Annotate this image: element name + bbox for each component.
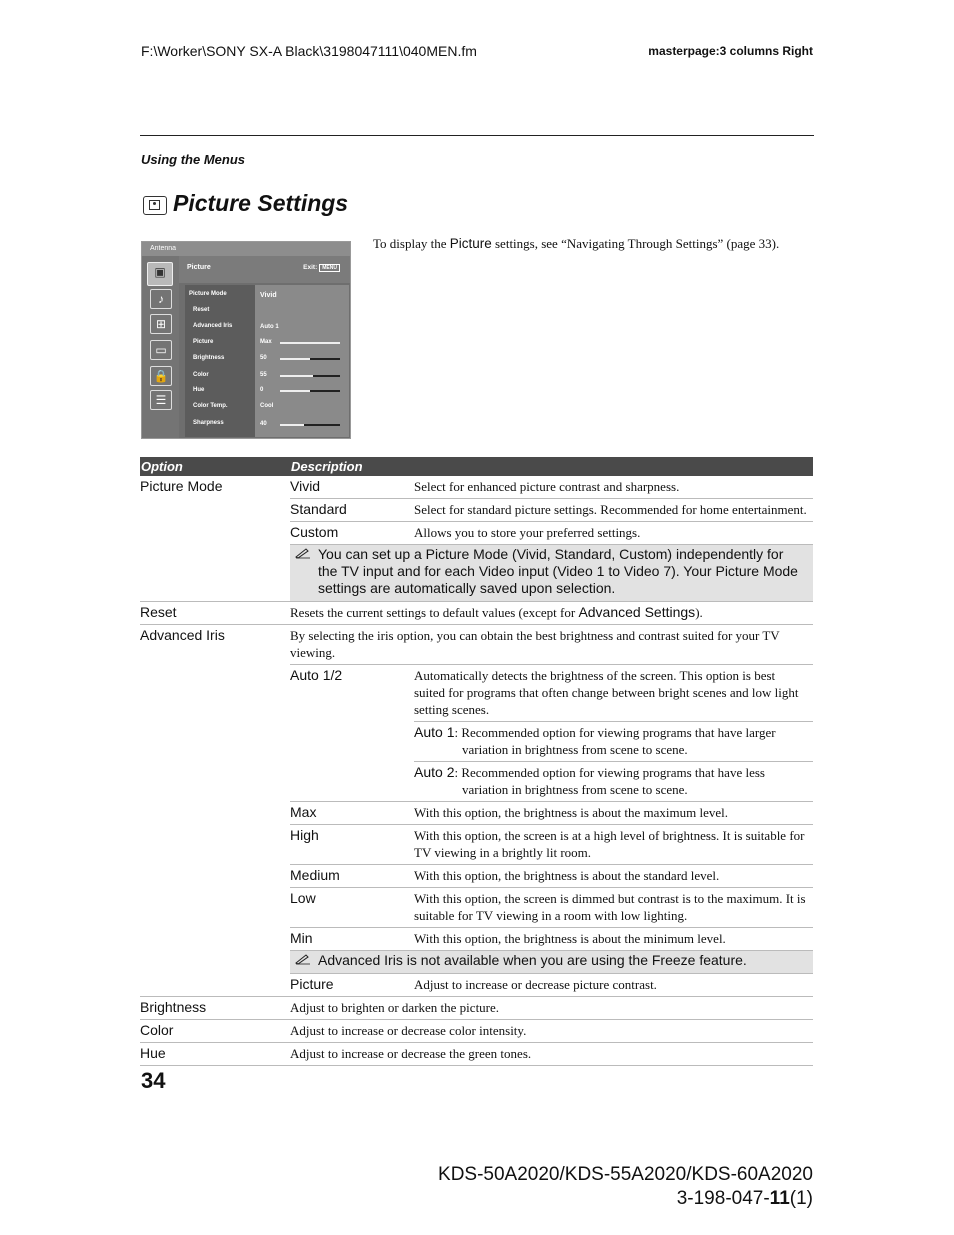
menu-value: 50: [260, 355, 267, 361]
menu-value: Vivid: [260, 292, 277, 299]
menu-value: Auto 1: [260, 324, 279, 330]
sub-option: Auto 1/2: [290, 665, 414, 802]
sub-description: [414, 762, 813, 802]
sub-option: Standard: [290, 499, 414, 522]
sub-description: With this option, the brightness is about the maximum level.: [414, 802, 813, 825]
col-option-header: Option: [140, 457, 290, 476]
option-picture-mode: Picture Mode: [140, 476, 290, 602]
option-picture: Picture: [290, 974, 414, 997]
sub-description: Automatically detects the brightness of the screen. This option is best suited for programs that often change between bright scenes and low light setting scenes.: [414, 665, 813, 722]
menu-value: Cool: [260, 403, 274, 409]
menu-exit-label: Exit:: [303, 264, 318, 271]
table-header-row: [140, 457, 813, 476]
sub-description: With this option, the screen is dimmed but contrast is to the maximum. It is suitable for TV viewing in a room with low lighting.: [414, 888, 813, 928]
menu-item: Color Temp.: [193, 403, 228, 409]
table-row: [140, 997, 813, 1020]
menu-slider: [280, 358, 340, 360]
intro-keyword: Picture: [449, 236, 492, 251]
page-title: Picture Settings: [173, 190, 349, 216]
reset-desc-pre: Resets the current settings to default values (except for: [290, 605, 579, 620]
reset-desc-post: ).: [695, 605, 703, 620]
part-code: [438, 1187, 813, 1211]
screen-icon: ⊞: [150, 314, 172, 334]
sub-description: With this option, the screen is at a high level of brightness. It is suitable for TV viewing in a brightly lit room.: [414, 825, 813, 865]
menu-exit: [303, 264, 340, 272]
option-reset: Reset: [140, 602, 290, 625]
intro-post: settings, see “Navigating Through Settings” (page 33).: [491, 236, 780, 251]
sub-option: Custom: [290, 522, 414, 545]
header-file-path: F:\Worker\SONY SX-A Black\3198047111\040MEN.fm: [141, 43, 477, 59]
option-table: [140, 457, 813, 1066]
part-code-pre: 3-198-047-: [676, 1188, 770, 1209]
auto1-desc: : Recommended option for viewing programs that have larger variation in brightness from scene to scene.: [454, 725, 776, 757]
note-box: [290, 951, 813, 974]
sub-option: Min: [290, 928, 414, 951]
header-masterpage: masterpage:3 columns Right: [648, 44, 813, 58]
option-advanced-iris: Advanced Iris: [140, 625, 290, 997]
menu-item: Advanced Iris: [193, 323, 233, 329]
menu-picture-bar: [179, 256, 350, 283]
table-row: [140, 1020, 813, 1043]
menu-item: Brightness: [193, 355, 225, 361]
part-code-post: (1): [789, 1188, 813, 1209]
sub-description: [414, 722, 813, 762]
auto1-label: Auto 1: [414, 724, 455, 740]
sub-description: With this option, the brightness is about the standard level.: [414, 865, 813, 888]
channel-icon: ▭: [150, 340, 172, 360]
section-label: Using the Menus: [141, 152, 246, 167]
menu-value: Max: [260, 339, 272, 345]
pencil-note-icon: [295, 547, 311, 559]
parental-lock-icon: 🔒: [150, 366, 172, 386]
pencil-note-icon: [295, 953, 311, 965]
reset-desc-keyword: Advanced Settings: [578, 604, 696, 620]
sub-option: High: [290, 825, 414, 865]
menu-item: Reset: [193, 307, 210, 313]
option-description: Adjust to increase or decrease picture contrast.: [414, 974, 813, 997]
table-row: [140, 1043, 813, 1066]
menu-picture-label: Picture: [187, 264, 211, 271]
menu-slider: [280, 424, 340, 426]
menu-antenna-label: Antenna: [142, 242, 350, 256]
menu-item: Color: [193, 372, 209, 378]
option-description: Adjust to brighten or darken the picture.: [290, 997, 813, 1020]
menu-button-badge: MENU: [319, 264, 340, 272]
intro-paragraph: [373, 235, 818, 252]
page-number: 34: [141, 1068, 166, 1093]
sub-option: Medium: [290, 865, 414, 888]
sub-description: With this option, the brightness is about the minimum level.: [414, 928, 813, 951]
sub-option: Max: [290, 802, 414, 825]
header-rule: [140, 135, 814, 136]
picture-menu-icon: ▣: [147, 262, 173, 286]
option-description: By selecting the iris option, you can obtain the best brightness and contrast suited for your TV viewing.: [290, 625, 813, 665]
menu-value-list: [255, 285, 349, 437]
table-row: [140, 602, 813, 625]
menu-value: 0: [260, 387, 264, 393]
option-color: Color: [140, 1020, 290, 1043]
option-description: Adjust to increase or decrease the green tones.: [290, 1043, 813, 1066]
note-box: [290, 545, 813, 602]
col-description-header: Description: [290, 457, 813, 476]
menu-item-list: [185, 285, 255, 437]
note-text: Advanced Iris is not available when you are using the Freeze feature.: [318, 952, 747, 968]
menu-item: Picture: [193, 339, 214, 345]
tv-menu-screenshot: [141, 241, 351, 439]
option-hue: Hue: [140, 1043, 290, 1066]
menu-slider: [280, 390, 340, 392]
menu-value: 40: [260, 421, 267, 427]
setup-icon: ☰: [150, 390, 172, 410]
option-description: [290, 602, 813, 625]
auto2-desc: : Recommended option for viewing programs that have less variation in brightness from scene to scene.: [454, 765, 765, 797]
sub-description: Allows you to store your preferred settings.: [414, 522, 813, 545]
menu-slider: [280, 342, 340, 344]
model-numbers: [438, 1163, 813, 1211]
menu-slider: [280, 375, 340, 377]
option-brightness: Brightness: [140, 997, 290, 1020]
auto2-label: Auto 2: [414, 764, 455, 780]
sub-option: Vivid: [290, 476, 414, 499]
table-row: [140, 625, 813, 665]
sound-icon: ♪: [150, 289, 172, 309]
intro-pre: To display the: [373, 236, 450, 251]
model-list: KDS-50A2020/KDS-55A2020/KDS-60A2020: [438, 1164, 813, 1185]
menu-sidebar: [142, 256, 179, 438]
menu-item: Picture Mode: [189, 291, 227, 297]
menu-item: Sharpness: [193, 420, 224, 426]
sub-option: Low: [290, 888, 414, 928]
sub-description: Select for standard picture settings. Recommended for home entertainment.: [414, 499, 813, 522]
option-description: Adjust to increase or decrease color intensity.: [290, 1020, 813, 1043]
menu-value: 55: [260, 372, 267, 378]
sub-description: Select for enhanced picture contrast and sharpness.: [414, 476, 813, 499]
table-row: [140, 476, 813, 499]
note-text: You can set up a Picture Mode (Vivid, Standard, Custom) independently for the TV input and for each Video input (Video 1 to Video 7). Your Picture Mode settings are automatically saved upon selection.: [318, 546, 798, 596]
menu-item: Hue: [193, 387, 205, 393]
picture-settings-icon: [143, 196, 167, 215]
part-code-bold: 11: [769, 1188, 790, 1209]
